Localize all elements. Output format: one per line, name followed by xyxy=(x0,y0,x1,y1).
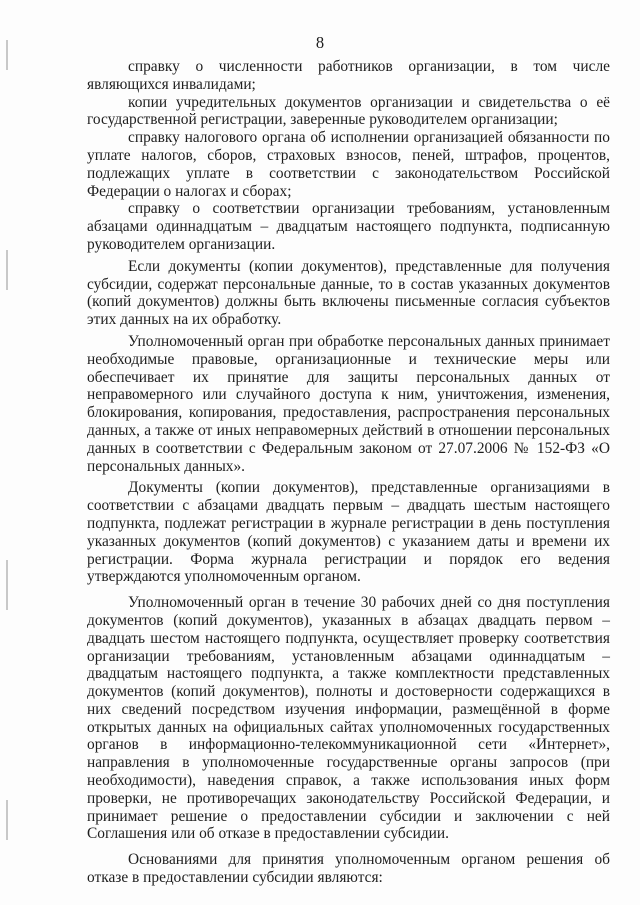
paragraph-personal-data-consent: Если документы (копии документов), представленные для получения субсидии, содержат персональные данные, то в состав указанных документов (копий документов) должны быть включены письменные согласия субъектов этих данных на их обработку. xyxy=(87,257,610,329)
scan-edge-mark xyxy=(6,800,8,840)
page-number: 8 xyxy=(315,33,325,52)
document-body xyxy=(87,58,610,887)
scan-edge-mark xyxy=(6,560,8,610)
scan-edge-mark xyxy=(6,250,8,290)
paragraph-document-registration: Документы (копии документов), представленные организациями в соответствии с абзацами двадцать первым – двадцать шестым настоящего подпункта, подлежат регистрации в журнале регистрации в день поступления указанных документов (копий документов) с указанием даты и времени их регистрации. Форма журнала регистрации и порядок его ведения утверждаются уполномоченным органом. xyxy=(87,479,610,586)
paragraph-headcount-certificate: справку о численности работников организации, в том числе являющихся инвалидами; xyxy=(87,58,610,93)
paragraph-personal-data-protection: Уполномоченный орган при обработке персональных данных принимает необходимые правовые, организационные и технические меры или обеспечивает их принятие для защиты персональных данных от неправомерного или случайного доступа к ним, уничтожения, изменения, блокирования, копирования, предоставления, распространения персональных данных, а также от иных неправомерных действий в отношении персональных данных в соответствии с Федеральным законом от 27.07.2006 № 152-ФЗ «О персональных данных». xyxy=(87,332,610,475)
paragraph-founding-documents: копии учредительных документов организации и свидетельства о её государственной регистрации, заверенные руководителем организации; xyxy=(87,93,610,129)
paragraph-refusal-grounds: Основаниями для принятия уполномоченным органом решения об отказе в предоставлении субсидии являются: xyxy=(87,851,610,887)
paragraph-tax-certificate: справку налогового органа об исполнении организацией обязанности по уплате налогов, сборов, страховых взносов, пеней, штрафов, процентов, подлежащих уплате в соответствии с законодательством Российской Федерации о налогах и сборах; xyxy=(87,129,610,200)
paragraph-compliance-certificate: справку о соответствии организации требованиям, установленным абзацами одиннадцатым – двадцатым настоящего подпункта, подписанную руководителем организации. xyxy=(87,200,610,253)
paragraph-verification-procedure: Уполномоченный орган в течение 30 рабочих дней со дня поступления документов (копий документов), указанных в абзацах двадцать первом – двадцать шестом настоящего подпункта, осуществляет проверку соответствия организации требованиям, установленным абзацами одиннадцатым – двадцатым настоящего подпункта, а также комплектности представленных документов (копий документов), полноты и достоверности содержащихся в них сведений посредством изучения информации, размещённой в форме открытых данных на официальных сайтах уполномоченных государственных органов в информационно-телекоммуникационной сети «Интернет», направления в уполномоченные государственные органы запросов (при необходимости), наведения справок, а также использования иных форм проверки, не противоречащих законодательству Российской Федерации, и принимает решение о предоставлении субсидии и заключении с ней Соглашения или об отказе в предоставлении субсидии. xyxy=(87,594,610,843)
